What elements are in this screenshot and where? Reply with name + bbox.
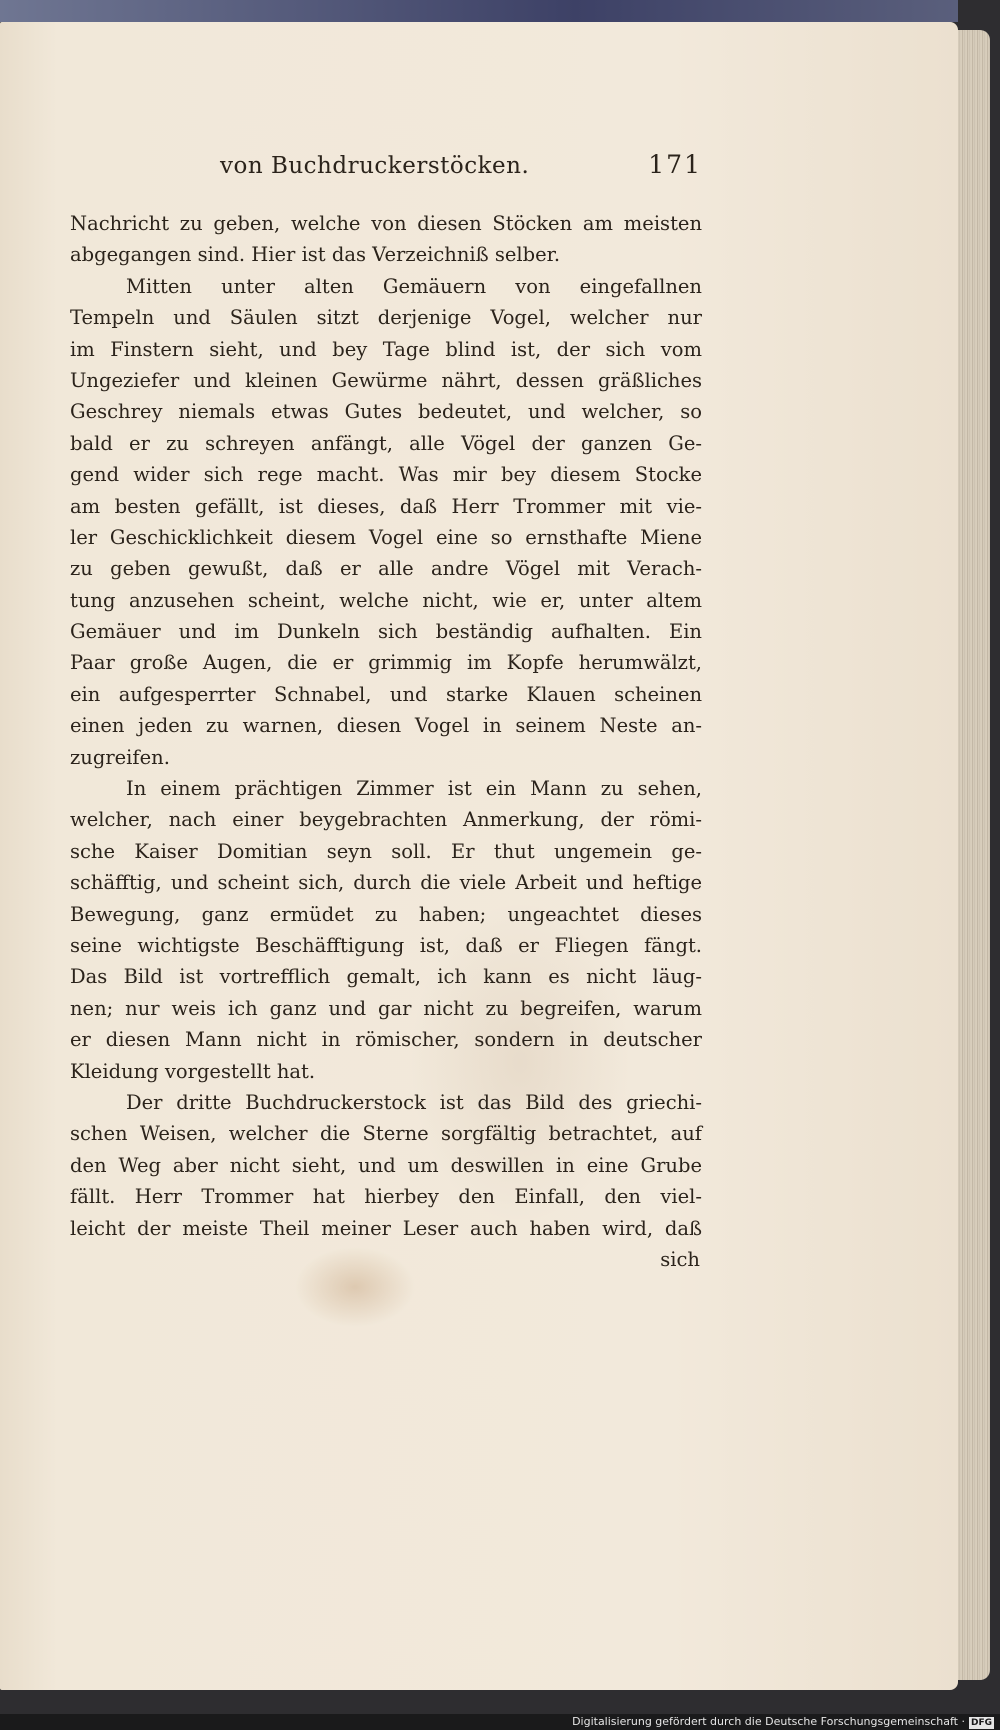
text-line: Der dritte Buchdruckerstock ist das Bild des griechi- — [126, 1090, 702, 1114]
text-line: einen jeden zu warnen, diesen Vogel in seinem Neste an- — [70, 714, 702, 738]
text-line: ein aufgesperrter Schnabel, und starke Klauen scheinen — [70, 682, 702, 706]
text-line: Kleidung vorgestellt hat. — [70, 1059, 316, 1083]
text-line: In einem prächtigen Zimmer ist ein Mann zu sehen, — [126, 777, 702, 801]
catchword: sich — [660, 1247, 700, 1271]
digitization-credit — [0, 1714, 1000, 1730]
text-line: zu geben gewußt, daß er alle andre Vögel mit Verach- — [70, 557, 702, 581]
text-line: Bewegung, ganz ermüdet zu haben; ungeachtet dieses — [70, 902, 702, 926]
text-line: bald er zu schreyen anfängt, alle Vögel der ganzen Ge- — [70, 431, 702, 455]
text-line: ler Geschicklichkeit diesem Vogel eine so ernsthafte Miene — [70, 525, 702, 549]
text-line: Das Bild ist vortrefflich gemalt, ich kann es nicht läug- — [70, 965, 702, 989]
text-line: er diesen Mann nicht in römischer, sondern in deutscher — [70, 1028, 702, 1052]
text-line: den Weg aber nicht sieht, und um deswillen in eine Grube — [70, 1153, 702, 1177]
text-line: schäfftig, und scheint sich, durch die viele Arbeit und heftige — [70, 871, 702, 895]
text-line: nen; nur weis ich ganz und gar nicht zu begreifen, warum — [70, 996, 702, 1020]
page-text — [70, 150, 702, 1275]
text-line: schen Weisen, welcher die Sterne sorgfältig betrachtet, auf — [70, 1122, 702, 1146]
text-line: fällt. Herr Trommer hat hierbey den Einfall, den viel- — [70, 1185, 702, 1209]
text-line: tung anzusehen scheint, welche nicht, wie er, unter altem — [70, 588, 702, 612]
text-line: Nachricht zu geben, welche von diesen Stöcken am meisten — [70, 212, 702, 235]
text-line: Ungeziefer und kleinen Gewürme nährt, dessen gräßliches — [70, 368, 702, 392]
text-line: Gemäuer und im Dunkeln sich beständig aufhalten. Ein — [70, 620, 702, 644]
text-line: Tempeln und Säulen sitzt derjenige Vogel, welcher nur — [70, 306, 702, 330]
text-line: Geschrey niemals etwas Gutes bedeutet, und welcher, so — [70, 400, 702, 424]
running-head: von Buchdruckerstöcken. — [220, 153, 530, 179]
text-line: seine wichtigste Beschäfftigung ist, daß er Fliegen fängt. — [70, 933, 702, 957]
text-line: sche Kaiser Domitian seyn soll. Er thut ungemein ge- — [70, 839, 702, 863]
text-line: Mitten unter alten Gemäuern von eingefallnen — [126, 274, 702, 298]
credit-text: Digitalisierung gefördert durch die Deutsche Forschungsgemeinschaft · — [572, 1715, 965, 1728]
text-line: abgegangen sind. Hier ist das Verzeichniß selber. — [70, 243, 561, 267]
text-line: im Finstern sieht, und bey Tage blind ist, der sich vom — [70, 337, 702, 361]
text-line: leicht der meiste Theil meiner Leser auch haben wird, daß — [70, 1216, 702, 1240]
page-edges — [958, 30, 990, 1680]
text-line: Paar große Augen, die er grimmig im Kopfe herumwälzt, — [70, 651, 702, 675]
page-number: 171 — [648, 150, 702, 179]
page-header — [220, 150, 702, 190]
text-line: am besten gefällt, ist dieses, daß Herr Trommer mit vie- — [70, 494, 702, 518]
text-line: zugreifen. — [70, 745, 170, 769]
book-cover-edge — [0, 0, 958, 22]
text-line: gend wider sich rege macht. Was mir bey diesem Stocke — [70, 463, 702, 487]
text-line: welcher, nach einer beygebrachten Anmerkung, der römi- — [70, 808, 702, 832]
dfg-logo: DFG — [970, 1718, 992, 1728]
